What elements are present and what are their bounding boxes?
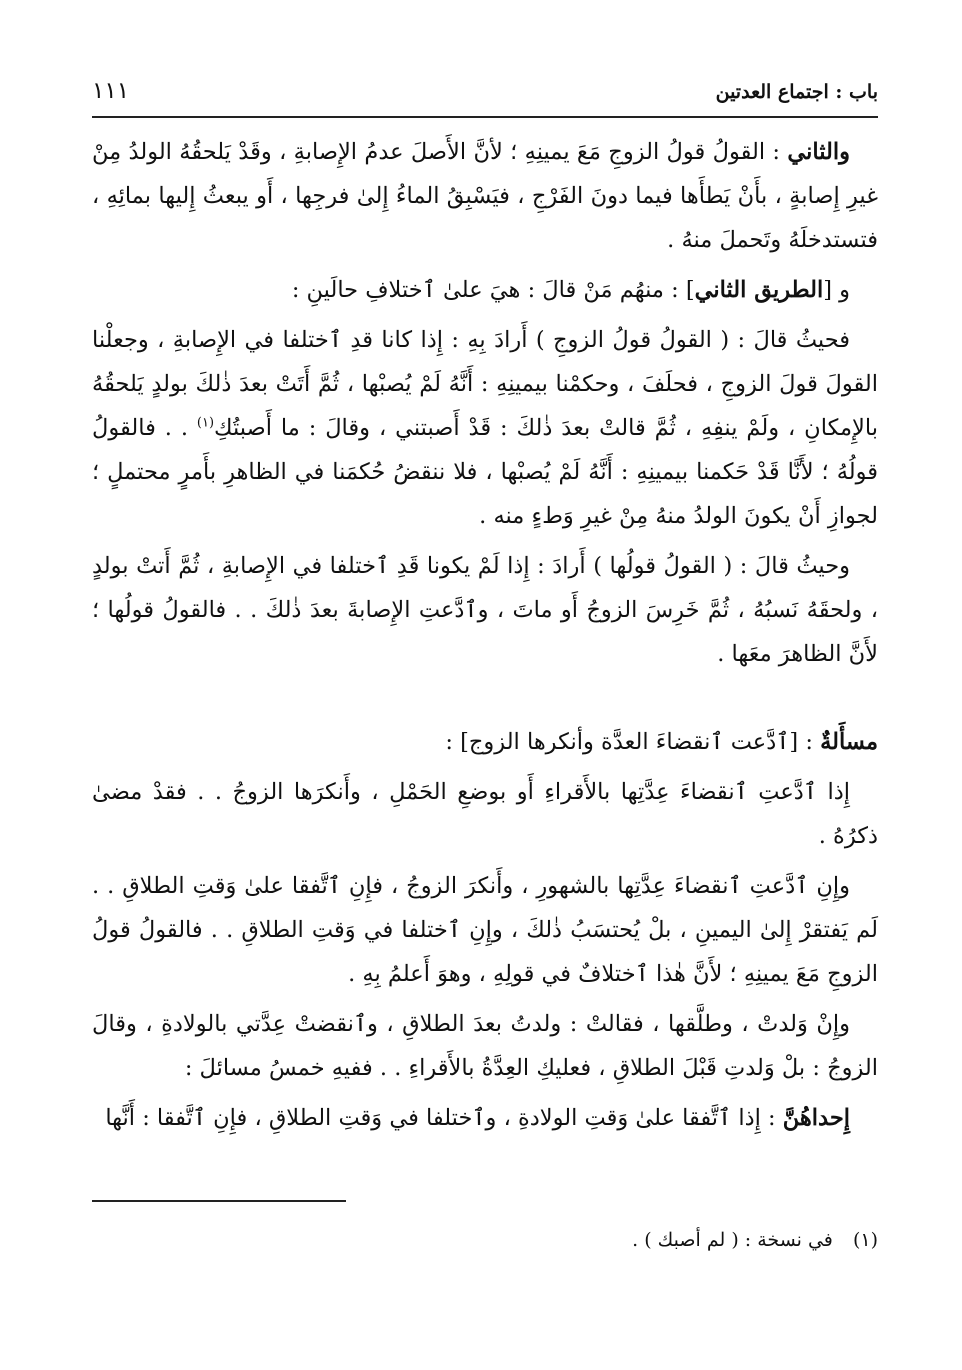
paragraph-prefix: و [ (823, 277, 850, 303)
running-header (92, 78, 878, 118)
footnote-number: (١) (852, 1229, 878, 1251)
footnote-divider (92, 1200, 346, 1202)
section-gap (92, 682, 878, 720)
paragraph-text: وحيثُ قالَ : ( القولُ قولُها ) أَرادَ : إِذا لَمْ يكونا قَدِ ٱختلفا في الإِصابةِ ، ثُمَّ أَتتْ بولدٍ ، ولحقَهُ نَسبُهُ ، ثُمَّ خَرِسَ الزوجُ أَو ماتَ ، وٱدَّعتِ الإِصابةَ بعدَ ذٰلكَ . . فالقولُ قولُها ؛ لأَنَّ الظاهرَ معَها . (92, 553, 878, 667)
paragraph-lead: إِحداهُنَّ (782, 1105, 850, 1131)
paragraph-text: ] : منهُم مَنْ قالَ : هيَ علىٰ ٱختلافِ حالَينِ : (291, 277, 695, 303)
paragraph-lead: الطريق الثاني (694, 277, 824, 303)
paragraph-text: : إِذا ٱتَّفقا علىٰ وَقتِ الولادةِ ، وٱختلفا في وَقتِ الطلاقِ ، فإِنِ ٱتَّفقا : أَنَّها (105, 1105, 783, 1131)
footnote-reference[interactable]: (١) (196, 415, 215, 431)
paragraph-first-issue (92, 1096, 878, 1140)
paragraph-text: فحيثُ قالَ : ( القولُ قولُ الزوجِ ) أَرادَ بِهِ : إِذا كانا قدِ ٱختلفا في الإِصابةِ ، وجعلْنا القولَ قولَ الزوجِ ، فحلَفَ ، وحكمْنا بيمينِهِ : أَنَّهُ لَمْ يُصبْها ، ثُمَّ أَتَتْ بعدَ ذٰلكَ بولدٍ يَلحقُهُ بالإِمكانِ ، ولَمْ ينفِهِ ، ثُمَّ قالتْ بعدَ ذٰلكَ : قَدْ أَصبتني ، وقالَ : ما أَصبتُكِ (92, 327, 878, 441)
main-text (92, 130, 878, 1140)
paragraph-lead: والثاني (787, 139, 850, 165)
footnote (92, 1226, 878, 1254)
paragraph-text: إِذا ٱدَّعتِ ٱنقضاءَ عِدَّتِها بالأَقراءِ أَو بوضعِ الحَمْلِ ، وأَنكرَها الزوجُ . . فقدْ مضىٰ ذكرُهُ . (92, 779, 878, 849)
paragraph-text: وإِنْ وَلدتْ ، وطلَّقها ، فقالتْ : ولدتُ بعدَ الطلاقِ ، وٱنقضتْ عِدَّتي بالولادةِ ، وقالَ الزوجُ : بلْ وَلدتِ قَبْلَ الطلاقِ ، فعليكِ العِدَّةُ بالأَقراءِ . . ففيهِ خمسُ مسائلَ : (92, 1011, 878, 1081)
footnote-text: في نسخة : ( لم أصبك ) . (632, 1229, 833, 1251)
paragraph-text: . . فالقولُ قولُهُ ؛ لأَنَّا قَدْ حَكمنا بيمينِهِ : أَنَّهُ لَمْ يُصبْها ، فلا ننقضُ حُكمَنا في الظاهرِ بأَمرٍ محتملٍ ؛ لجوازِ أَنْ يكونَ الولدُ منهُ مِنْ غيرِ وَطءٍ منه . (92, 415, 878, 529)
paragraph-second-opinion (92, 130, 878, 262)
paragraph-husband-case (92, 318, 878, 538)
masala-title: : [ٱدَّعت ٱنقضاءَ العدَّة وأنكرها الزوج] : (445, 729, 821, 755)
paragraph-text: وإِنِ ٱدَّعتِ ٱنقضاءَ عِدَّتِها بالشهورِ ، وأَنكرَ الزوجُ ، فإِنِ ٱتَّفقا علىٰ وَقتِ الطلاقِ . . لَم يَفتقرْ إِلىٰ اليمينِ ، بلْ يُحتسَبُ ذٰلكَ ، وإِنِ ٱختلفا في وَقتِ الطلاقِ . . فالقولُ قولُ الزوجِ مَعَ يمينِهِ ؛ لأَنَّ هٰذا ٱختلافٌ في قولِهِ ، وهوَ أَعلمُ بِهِ . (92, 873, 878, 987)
paragraph-text: : القولُ قولُ الزوجِ مَعَ يمينِهِ ؛ لأنَّ الأَصلَ عدمُ الإِصابةِ ، وقَدْ يَلحقُهُ الولدُ مِنْ غيرِ إِصابةٍ ، بأَنْ يَطأَها فيما دونَ الفَرْجِ ، فيَسْبِقُ الماءُ إِلىٰ فرجِها ، أَو يبعثُ إِليها بمائِهِ ، فتستدخلَهُ وتَحملَ منهُ . (92, 139, 878, 253)
masala-label: مسأَلةٌ (820, 729, 878, 755)
paragraph-wife-case (92, 544, 878, 676)
paragraph-months-claim (92, 864, 878, 996)
chapter-title: باب : اجتماع العدتين (715, 81, 878, 103)
paragraph-second-way (92, 268, 878, 312)
book-page (92, 78, 878, 1146)
paragraph-iddah-claim (92, 770, 878, 858)
page-number: ١١١ (92, 78, 130, 104)
masala-heading (92, 720, 878, 764)
paragraph-birth-dispute (92, 1002, 878, 1090)
